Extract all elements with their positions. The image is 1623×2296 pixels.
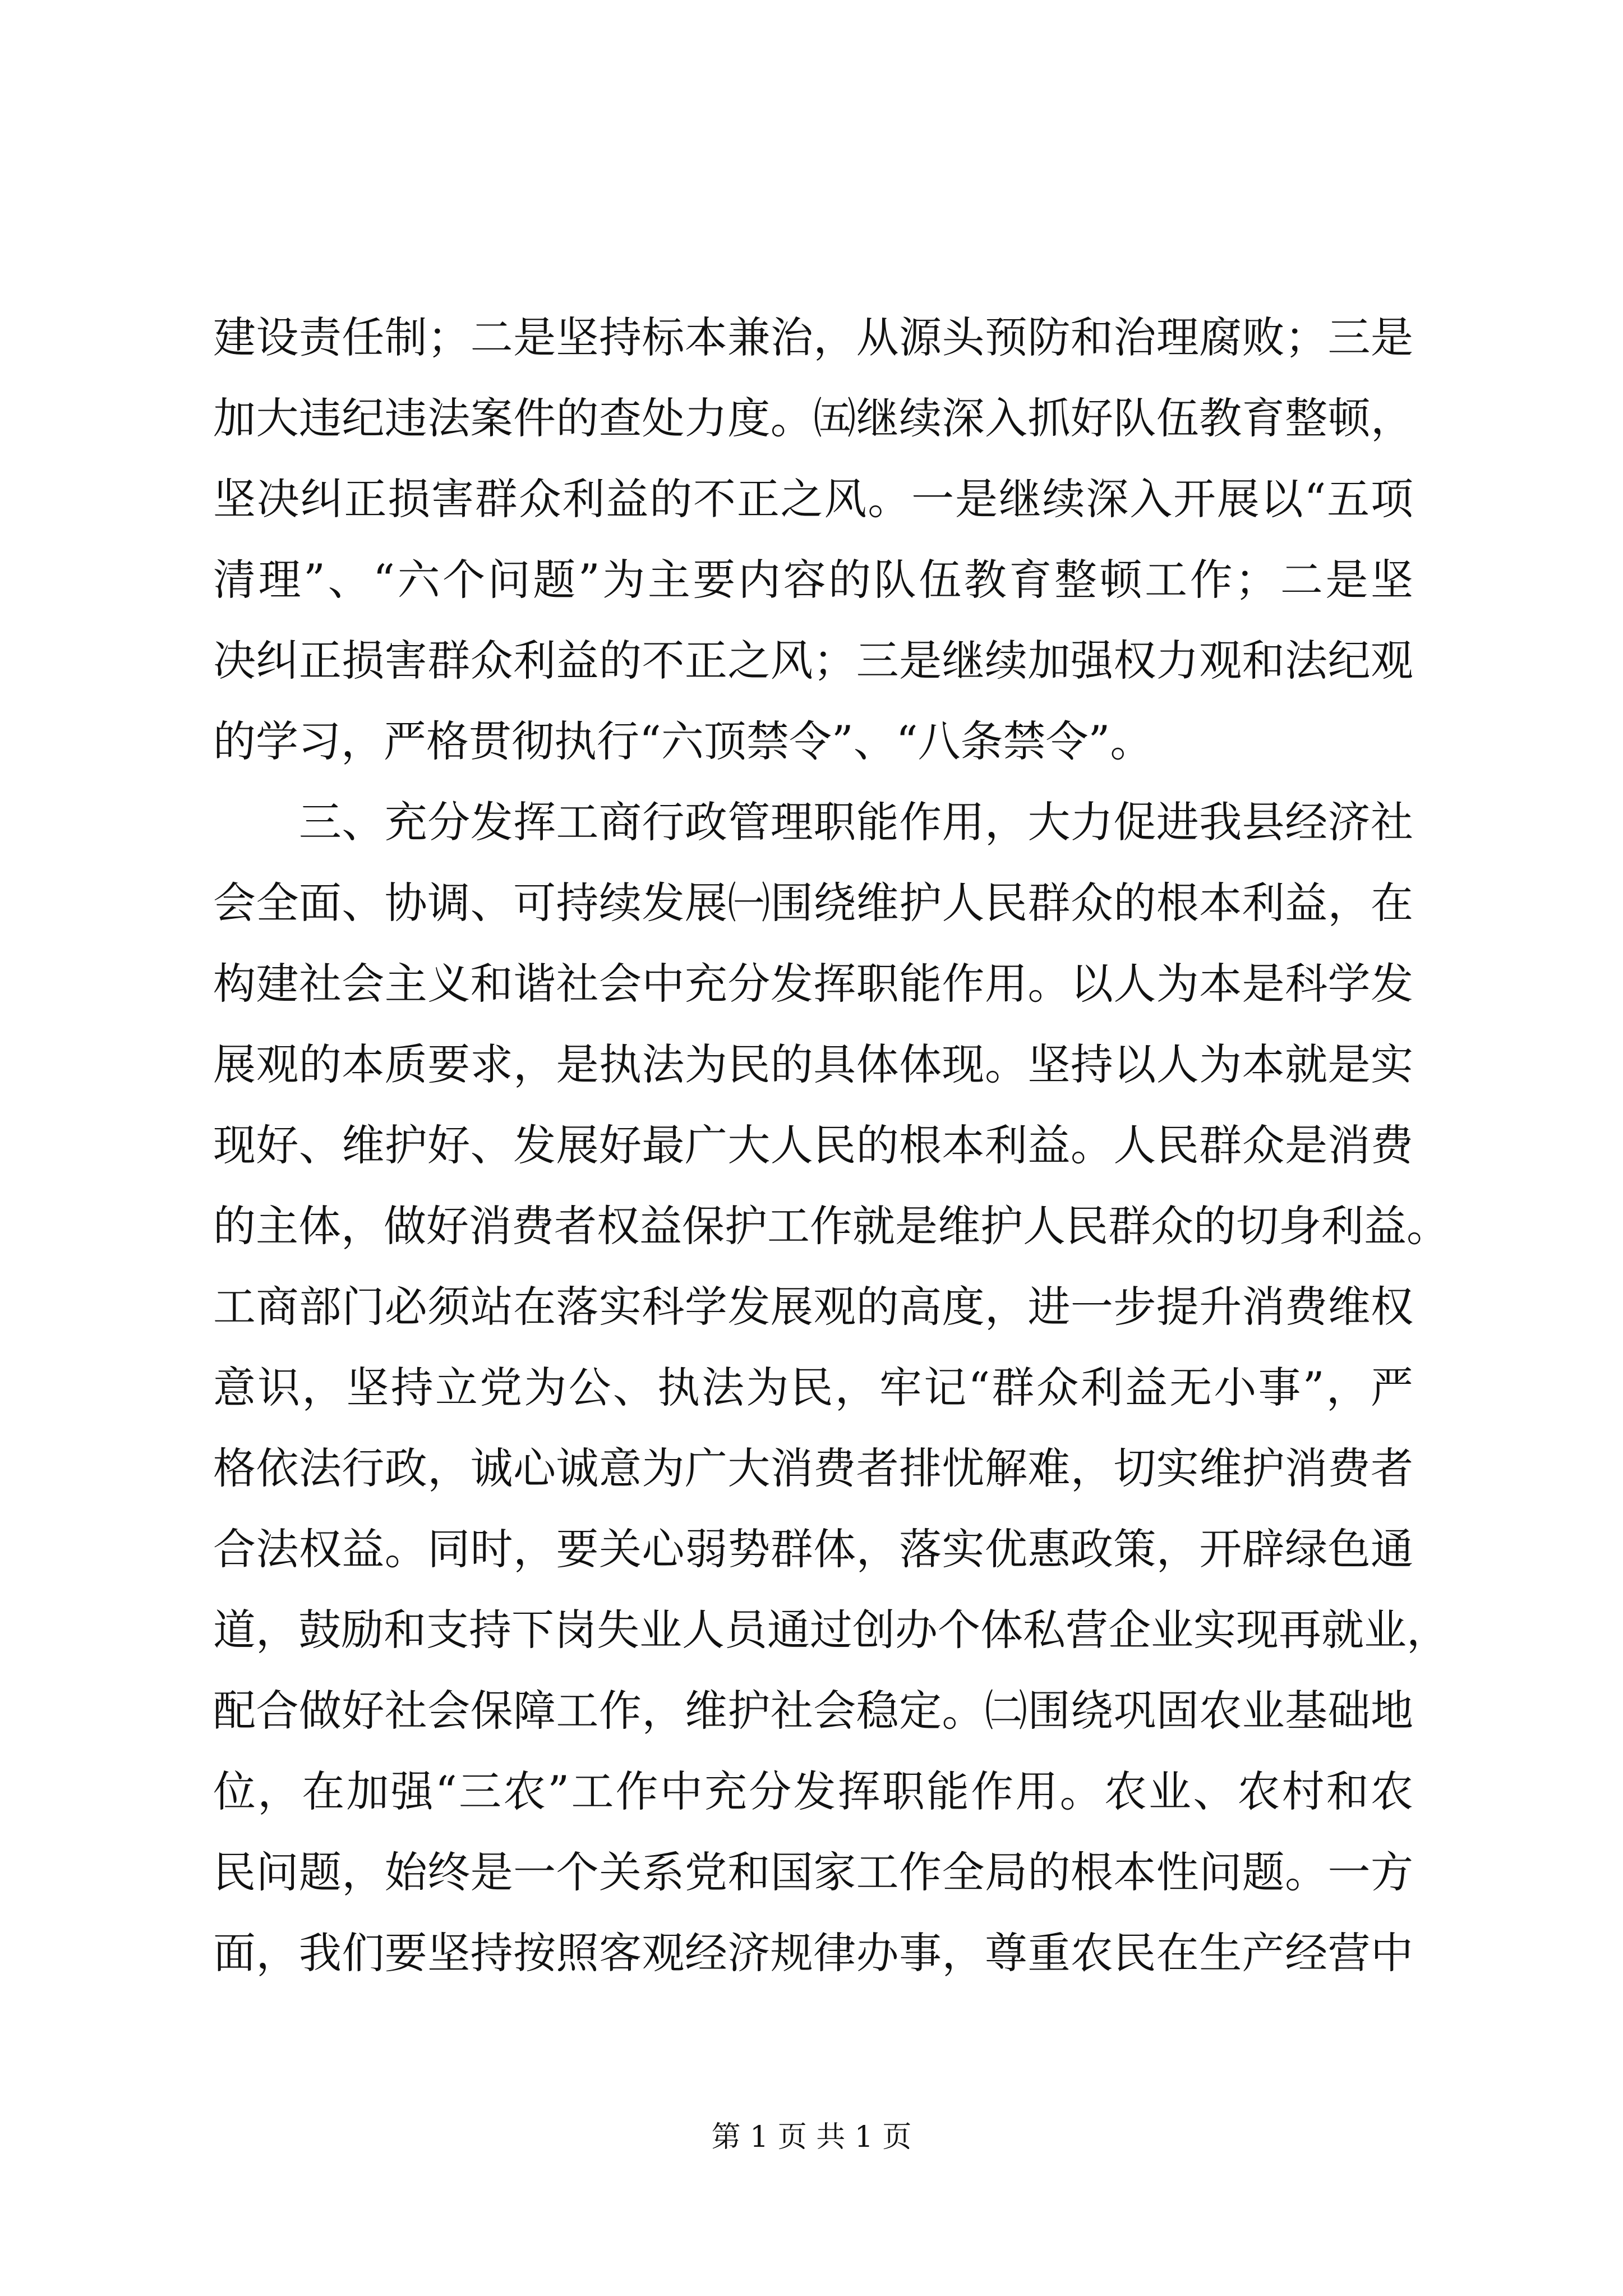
text-line: 工商部门必须站在落实科学发展观的高度，进一步提升消费维权	[213, 1282, 1413, 1332]
text-line: 合法权益。同时，要关心弱势群体，落实优惠政策，开辟绿色通	[213, 1524, 1413, 1574]
text-line: 的学习，严格贯彻执行“六顶禁令”、“八条禁令”。	[213, 716, 1153, 766]
text-line: 三、充分发挥工商行政管理职能作用，大力促进我县经济社	[213, 797, 1413, 847]
text-line: 建设责任制；二是坚持标本兼治，从源头预防和治理腐败；三是	[213, 312, 1413, 362]
document-body	[213, 297, 1449, 1994]
text-line: 格依法行政，诚心诚意为广大消费者排忧解难，切实维护消费者	[213, 1443, 1413, 1493]
text-line: 会全面、协调、可持续发展㈠围绕维护人民群众的根本利益，在	[213, 878, 1413, 928]
text-line: 决纠正损害群众利益的不正之风；三是继续加强权力观和法纪观	[213, 636, 1413, 685]
text-line: 面，我们要坚持按照客观经济规律办事，尊重农民在生产经营中	[213, 1928, 1413, 1978]
text-line: 坚决纠正损害群众利益的不正之风。一是继续深入开展以“五项	[213, 474, 1413, 524]
text-line: 清理”、“六个问题”为主要内容的队伍教育整顿工作；二是坚	[213, 555, 1413, 605]
text-line: 加大违纪违法案件的查处力度。㈤继续深入抓好队伍教育整顿，	[213, 393, 1413, 443]
text-line: 道，鼓励和支持下岗失业人员通过创办个体私营企业实现再就业，	[213, 1605, 1449, 1655]
page-number-footer: 第 1 页 共 1 页	[711, 2120, 912, 2154]
text-line: 民问题，始终是一个关系党和国家工作全局的根本性问题。一方	[213, 1847, 1413, 1897]
text-line: 构建社会主义和谐社会中充分发挥职能作用。以人为本是科学发	[213, 959, 1413, 1009]
text-line: 现好、维护好、发展好最广大人民的根本利益。人民群众是消费	[213, 1120, 1413, 1170]
text-line: 展观的本质要求，是执法为民的具体体现。坚持以人为本就是实	[213, 1039, 1413, 1089]
text-line: 位，在加强“三农”工作中充分发挥职能作用。农业、农村和农	[213, 1766, 1413, 1816]
text-line: 意识，坚持立党为公、执法为民，牢记“群众利益无小事”，严	[213, 1363, 1413, 1412]
text-line: 配合做好社会保障工作，维护社会稳定。㈡围绕巩固农业基础地	[213, 1686, 1413, 1736]
text-line: 的主体，做好消费者权益保护工作就是维护人民群众的切身利益。	[213, 1201, 1449, 1251]
